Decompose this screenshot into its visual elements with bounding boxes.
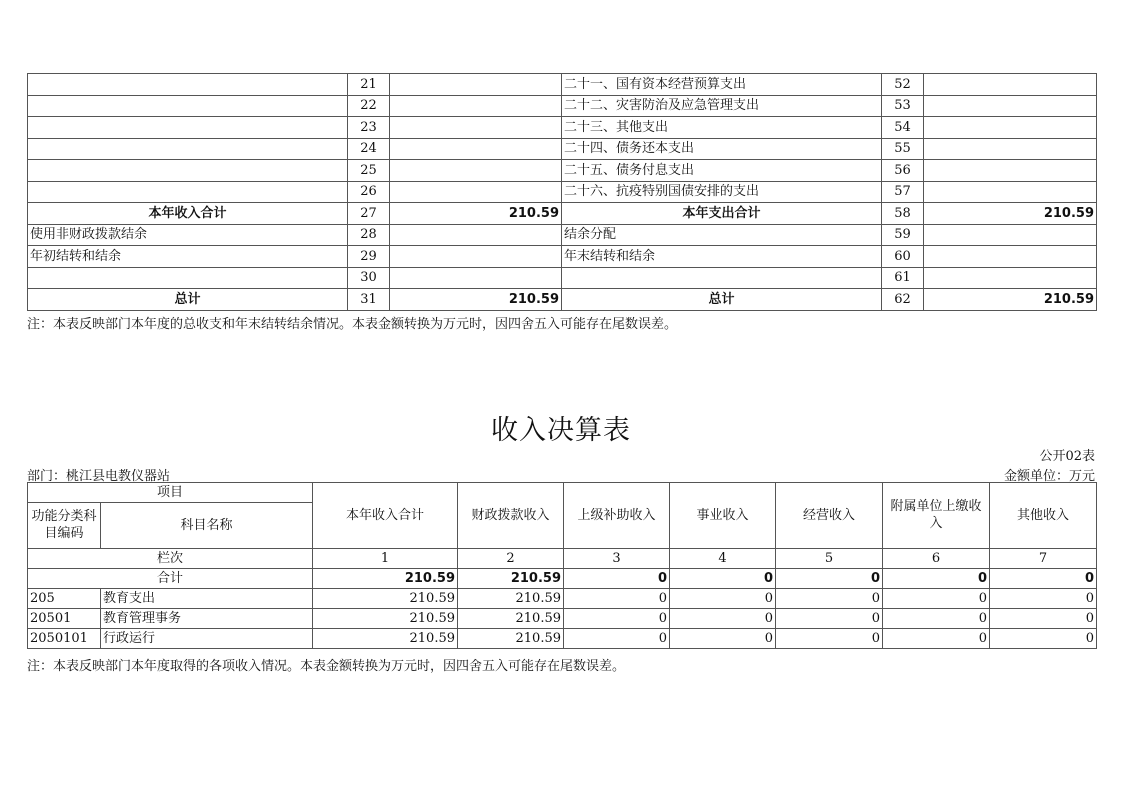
column-number: 6 xyxy=(883,549,990,569)
expense-item: 结余分配 xyxy=(562,224,882,246)
expense-row-number: 54 xyxy=(882,117,924,139)
expense-item: 二十二、灾害防治及应急管理支出 xyxy=(562,95,882,117)
income-row-number: 28 xyxy=(348,224,390,246)
expense-item xyxy=(562,267,882,289)
expense-row-number: 62 xyxy=(882,289,924,311)
income-value: 0 xyxy=(883,609,990,629)
expense-row-number: 52 xyxy=(882,74,924,96)
expense-amount xyxy=(924,95,1097,117)
income-table-body xyxy=(28,589,1097,649)
table-row xyxy=(28,74,1097,96)
header-name: 科目名称 xyxy=(101,503,313,549)
income-value: 210.59 xyxy=(313,589,458,609)
table-row xyxy=(28,160,1097,182)
subject-code: 20501 xyxy=(28,609,101,629)
expense-row-number: 61 xyxy=(882,267,924,289)
subject-code: 205 xyxy=(28,589,101,609)
income-value: 210.59 xyxy=(313,609,458,629)
expense-row-number: 55 xyxy=(882,138,924,160)
expense-amount xyxy=(924,224,1097,246)
column-number-row xyxy=(28,549,1097,569)
income-row-number: 22 xyxy=(348,95,390,117)
income-item xyxy=(28,267,348,289)
income-item: 本年收入合计 xyxy=(28,203,348,225)
income-amount xyxy=(390,246,562,268)
income-value: 0 xyxy=(564,589,670,609)
total-value: 0 xyxy=(564,569,670,589)
income-amount xyxy=(390,224,562,246)
expense-amount xyxy=(924,181,1097,203)
expense-item: 本年支出合计 xyxy=(562,203,882,225)
income-value: 0 xyxy=(990,609,1097,629)
income-amount: 210.59 xyxy=(390,289,562,311)
header-project: 项目 xyxy=(28,483,313,503)
income-row-number: 23 xyxy=(348,117,390,139)
total-value: 210.59 xyxy=(313,569,458,589)
department-label: 部门：桃江县电教仪器站 xyxy=(27,469,171,484)
income-value: 0 xyxy=(990,629,1097,649)
income-item xyxy=(28,74,348,96)
expense-item: 年末结转和结余 xyxy=(562,246,882,268)
column-number: 4 xyxy=(670,549,776,569)
expense-item: 二十六、抗疫特别国债安排的支出 xyxy=(562,181,882,203)
expense-row-number: 56 xyxy=(882,160,924,182)
subject-code: 2050101 xyxy=(28,629,101,649)
expense-item: 二十三、其他支出 xyxy=(562,117,882,139)
income-amount: 210.59 xyxy=(390,203,562,225)
total-row xyxy=(28,569,1097,589)
expense-item: 总计 xyxy=(562,289,882,311)
income-value: 210.59 xyxy=(458,609,564,629)
expense-item: 二十一、国有资本经营预算支出 xyxy=(562,74,882,96)
column-number: 2 xyxy=(458,549,564,569)
header-total: 本年收入合计 xyxy=(313,483,458,549)
subject-name: 行政运行 xyxy=(101,629,313,649)
table-row xyxy=(28,246,1097,268)
column-number: 1 xyxy=(313,549,458,569)
expense-amount xyxy=(924,117,1097,139)
column-number-label: 栏次 xyxy=(28,549,313,569)
income-amount xyxy=(390,74,562,96)
income-note: 注：本表反映部门本年度取得的各项收入情况。本表金额转换为万元时，因四舍五入可能存在尾数误差。 xyxy=(27,659,626,674)
total-value: 0 xyxy=(670,569,776,589)
income-row-number: 31 xyxy=(348,289,390,311)
income-value: 210.59 xyxy=(458,629,564,649)
table-row xyxy=(28,609,1097,629)
expense-amount xyxy=(924,267,1097,289)
income-item xyxy=(28,117,348,139)
header-superior: 上级补助收入 xyxy=(564,483,670,549)
income-value: 210.59 xyxy=(458,589,564,609)
income-row-number: 25 xyxy=(348,160,390,182)
income-value: 0 xyxy=(776,629,883,649)
header-code: 功能分类科目编码 xyxy=(28,503,101,549)
income-item xyxy=(28,181,348,203)
table-row xyxy=(28,224,1097,246)
summary-table xyxy=(27,73,1097,311)
expense-row-number: 57 xyxy=(882,181,924,203)
income-value: 0 xyxy=(670,609,776,629)
table-row xyxy=(28,138,1097,160)
income-amount xyxy=(390,160,562,182)
column-number: 3 xyxy=(564,549,670,569)
total-value: 0 xyxy=(776,569,883,589)
income-amount xyxy=(390,267,562,289)
income-value: 0 xyxy=(883,589,990,609)
income-value: 0 xyxy=(883,629,990,649)
expense-amount xyxy=(924,160,1097,182)
expense-amount xyxy=(924,246,1097,268)
income-row-number: 21 xyxy=(348,74,390,96)
income-item xyxy=(28,160,348,182)
table-row xyxy=(28,203,1097,225)
column-number: 5 xyxy=(776,549,883,569)
income-value: 210.59 xyxy=(313,629,458,649)
income-item: 使用非财政拨款结余 xyxy=(28,224,348,246)
table-row xyxy=(28,117,1097,139)
header-business: 事业收入 xyxy=(670,483,776,549)
income-value: 0 xyxy=(990,589,1097,609)
income-item: 总计 xyxy=(28,289,348,311)
table-row xyxy=(28,629,1097,649)
header-operating: 经营收入 xyxy=(776,483,883,549)
income-row-number: 29 xyxy=(348,246,390,268)
expense-row-number: 59 xyxy=(882,224,924,246)
summary-note: 注：本表反映部门本年度的总收支和年末结转结余情况。本表金额转换为万元时，因四舍五入可能存在尾数误差。 xyxy=(27,317,678,332)
income-value: 0 xyxy=(776,589,883,609)
expense-amount xyxy=(924,138,1097,160)
subject-name: 教育支出 xyxy=(101,589,313,609)
expense-item: 二十四、债务还本支出 xyxy=(562,138,882,160)
income-value: 0 xyxy=(776,609,883,629)
subject-name: 教育管理事务 xyxy=(101,609,313,629)
income-amount xyxy=(390,95,562,117)
income-value: 0 xyxy=(564,629,670,649)
income-amount xyxy=(390,181,562,203)
total-value: 0 xyxy=(990,569,1097,589)
header-affiliated: 附属单位上缴收入 xyxy=(883,483,990,549)
income-table xyxy=(27,482,1097,649)
income-row-number: 27 xyxy=(348,203,390,225)
income-table-title: 收入决算表 xyxy=(491,415,631,446)
expense-row-number: 60 xyxy=(882,246,924,268)
summary-table-body xyxy=(28,74,1097,311)
income-value: 0 xyxy=(564,609,670,629)
table-row xyxy=(28,289,1097,311)
table-row xyxy=(28,589,1097,609)
income-amount xyxy=(390,138,562,160)
amount-unit-label: 金额单位：万元 xyxy=(1003,469,1095,484)
column-number: 7 xyxy=(990,549,1097,569)
expense-row-number: 53 xyxy=(882,95,924,117)
expense-row-number: 58 xyxy=(882,203,924,225)
expense-amount: 210.59 xyxy=(924,289,1097,311)
expense-amount: 210.59 xyxy=(924,203,1097,225)
income-row-number: 26 xyxy=(348,181,390,203)
table-row xyxy=(28,95,1097,117)
total-value: 0 xyxy=(883,569,990,589)
income-amount xyxy=(390,117,562,139)
header-other: 其他收入 xyxy=(990,483,1097,549)
header-fiscal: 财政拨款收入 xyxy=(458,483,564,549)
income-item xyxy=(28,138,348,160)
income-item xyxy=(28,95,348,117)
income-value: 0 xyxy=(670,589,776,609)
income-value: 0 xyxy=(670,629,776,649)
income-row-number: 30 xyxy=(348,267,390,289)
total-value: 210.59 xyxy=(458,569,564,589)
expense-item: 二十五、债务付息支出 xyxy=(562,160,882,182)
income-item: 年初结转和结余 xyxy=(28,246,348,268)
table-row xyxy=(28,181,1097,203)
header-row-1 xyxy=(28,483,1097,503)
expense-amount xyxy=(924,74,1097,96)
total-label: 合计 xyxy=(28,569,313,589)
form-code: 公开02表 xyxy=(1039,449,1095,464)
income-row-number: 24 xyxy=(348,138,390,160)
table-row xyxy=(28,267,1097,289)
